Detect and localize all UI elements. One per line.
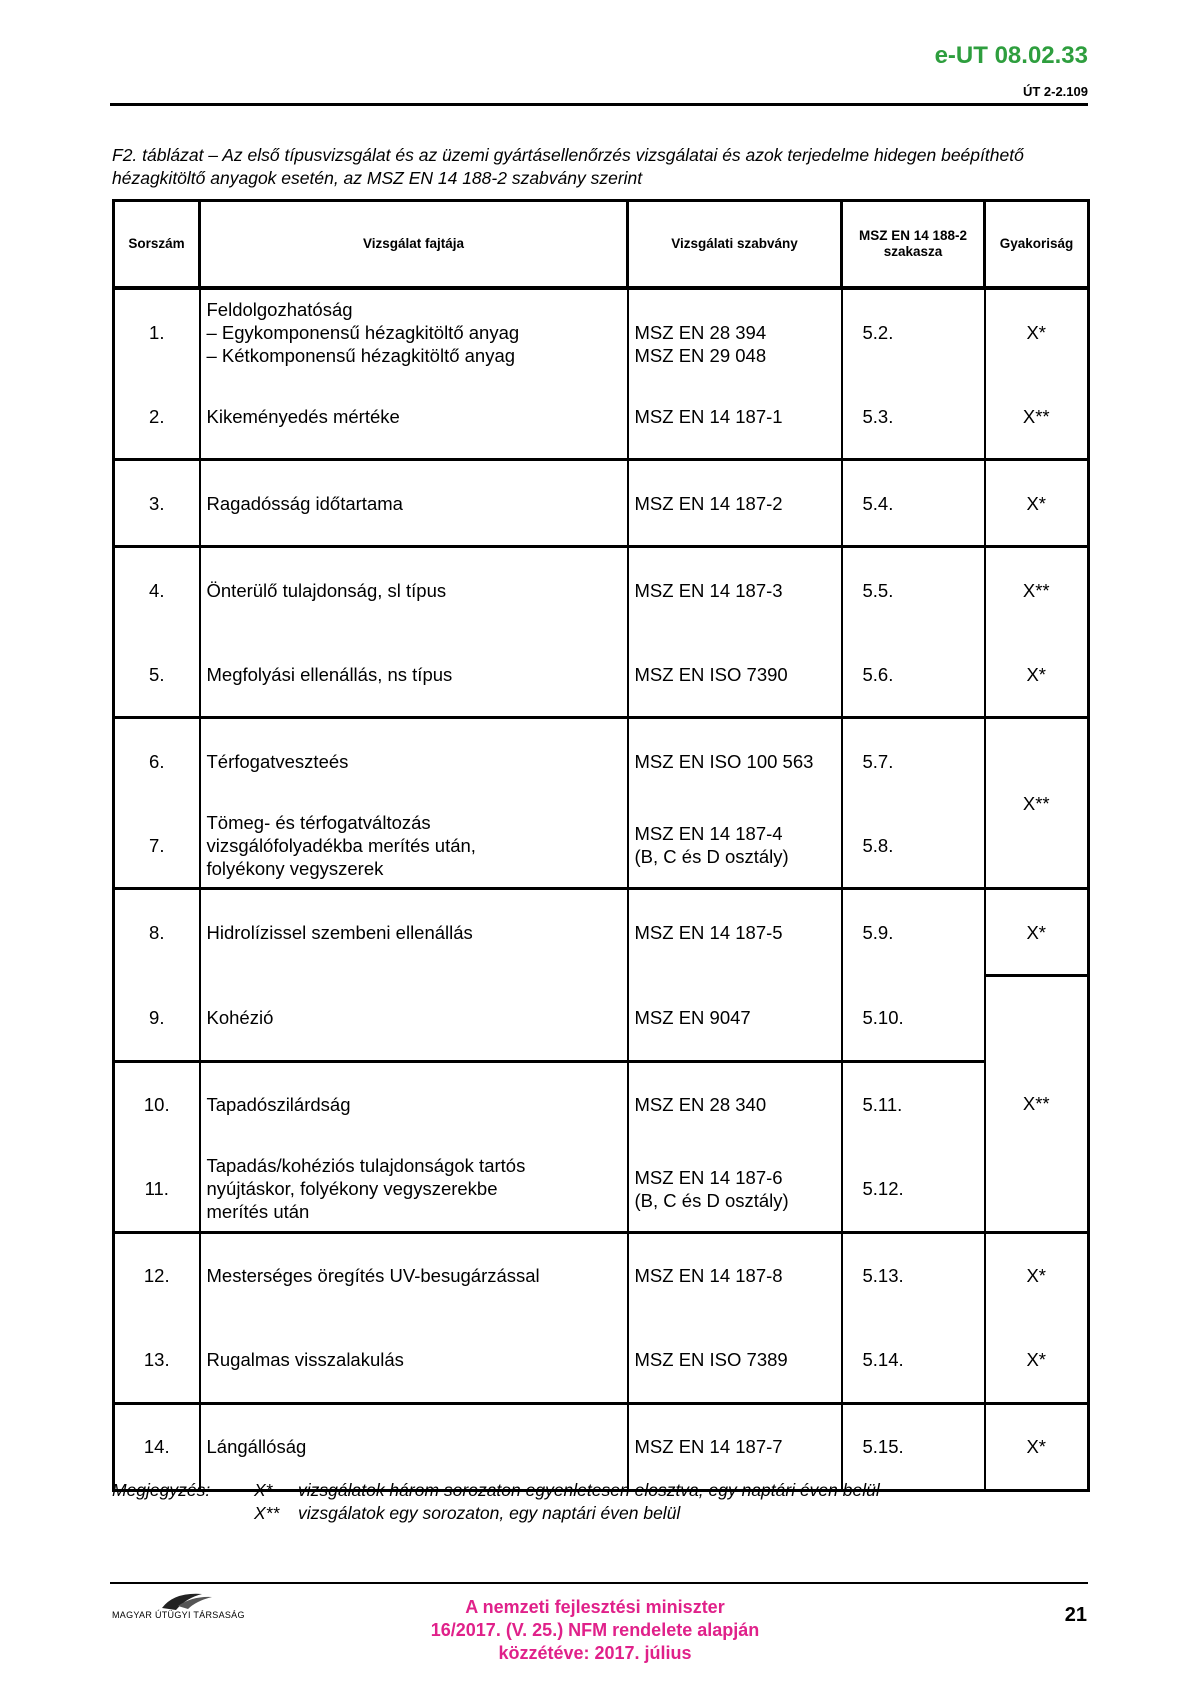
cell-test xyxy=(200,1147,628,1233)
cell-standard xyxy=(628,1147,842,1233)
cell-section: 5.4. xyxy=(842,460,985,547)
cell-test xyxy=(200,632,628,718)
cell-frequency: X** xyxy=(985,718,1089,889)
table-row xyxy=(114,632,1089,718)
cell-frequency: X** xyxy=(985,976,1089,1233)
table-row xyxy=(114,1147,1089,1233)
footer-line-1: A nemzeti fejlesztési miniszter xyxy=(465,1597,725,1617)
cell-no: 2. xyxy=(114,374,200,460)
cell-standard xyxy=(628,1403,842,1490)
cell-frequency: X* xyxy=(985,288,1089,374)
cell-test-line: nyújtáskor, folyékony vegyszerekbe xyxy=(206,1178,498,1199)
table-row xyxy=(114,547,1089,633)
cell-test-line: merítés után xyxy=(206,1201,310,1222)
header-section: MSZ EN 14 188-2 szakasza xyxy=(842,201,985,289)
cell-test-line: folyékony vegyszerek xyxy=(206,857,384,879)
cell-test-line: Tapadószilárdság xyxy=(206,1094,351,1115)
cell-standard xyxy=(628,1232,842,1318)
cell-test-line: Megfolyási ellenállás, ns típus xyxy=(206,663,453,685)
cell-standard-line: MSZ EN 14 187-7 xyxy=(634,1436,783,1457)
cell-no: 14. xyxy=(114,1403,200,1490)
cell-no: 5. xyxy=(114,632,200,718)
cell-section: 5.7. xyxy=(842,718,985,804)
cell-standard xyxy=(628,718,842,804)
cell-standard-line: MSZ EN ISO 100 563 xyxy=(634,750,814,772)
cell-section: 5.12. xyxy=(842,1147,985,1233)
cell-test-line: Ragadósság időtartama xyxy=(206,492,403,514)
page-number: 21 xyxy=(1064,1604,1087,1626)
cell-test-line: Lángállóság xyxy=(206,1436,307,1457)
cell-section: 5.14. xyxy=(842,1318,985,1404)
note-mark-2: X** xyxy=(254,1503,280,1523)
table-row xyxy=(114,976,1089,1062)
logo-text: MAGYAR ÚTÜGYI TÁRSASÁG xyxy=(112,1610,245,1620)
table-caption: F2. táblázat – Az első típusvizsgálat és az üzemi gyártásellenőrzés vizsgálatai és azok terjedelme hidegen beépíthető hézagkitöltő anyagok esetén, az MSZ EN 14 188-2 szabvány szerint xyxy=(112,145,1024,188)
cell-no: 6. xyxy=(114,718,200,804)
cell-standard-line: MSZ EN 14 187-4 xyxy=(634,823,783,844)
cell-section: 5.13. xyxy=(842,1232,985,1318)
cell-standard xyxy=(628,632,842,718)
cell-section: 5.9. xyxy=(842,889,985,976)
cell-test xyxy=(200,718,628,804)
cell-standard xyxy=(628,547,842,633)
cell-test xyxy=(200,288,628,374)
document-code: e-UT 08.02.33 xyxy=(934,42,1088,69)
cell-no: 11. xyxy=(114,1147,200,1233)
cell-section: 5.10. xyxy=(842,976,985,1062)
cell-test xyxy=(200,1061,628,1147)
cell-standard-line: MSZ EN 28 394 xyxy=(634,321,767,343)
cell-test-line: vizsgálófolyadékba merítés után, xyxy=(206,834,476,856)
cell-section: 5.11. xyxy=(842,1061,985,1147)
cell-section: 5.5. xyxy=(842,547,985,633)
note-text-2: vizsgálatok egy sorozaton, egy naptári éven belül xyxy=(298,1503,681,1523)
cell-test xyxy=(200,803,628,889)
cell-standard xyxy=(628,803,842,889)
cell-test-line: Hidrolízissel szembeni ellenállás xyxy=(206,922,473,944)
cell-frequency: X* xyxy=(985,1318,1089,1404)
cell-no: 10. xyxy=(114,1061,200,1147)
note-mark-1: X* xyxy=(254,1480,273,1500)
cell-test xyxy=(200,460,628,547)
cell-test-line: Tapadás/kohéziós tulajdonságok tartós xyxy=(206,1155,526,1176)
header-rule xyxy=(110,103,1088,106)
cell-test-line: Rugalmas visszalakulás xyxy=(206,1349,404,1370)
cell-standard-line: MSZ EN 14 187-1 xyxy=(634,405,783,427)
cell-section: 5.8. xyxy=(842,803,985,889)
cell-test xyxy=(200,1318,628,1404)
header-test: Vizsgálat fajtája xyxy=(200,201,628,289)
table-row xyxy=(114,374,1089,460)
cell-frequency: X* xyxy=(985,632,1089,718)
cell-standard xyxy=(628,889,842,976)
cell-no: 3. xyxy=(114,460,200,547)
cell-no: 4. xyxy=(114,547,200,633)
note-label: Megjegyzés: xyxy=(112,1480,211,1500)
cell-no: 12. xyxy=(114,1232,200,1318)
footer-line-2: 16/2017. (V. 25.) NFM rendelete alapján xyxy=(430,1620,760,1640)
cell-no: 13. xyxy=(114,1318,200,1404)
cell-frequency: X** xyxy=(985,547,1089,633)
note-line-2 xyxy=(112,1502,880,1525)
cell-frequency: X* xyxy=(985,1403,1089,1490)
cell-test-line: Mesterséges öregítés UV-besugárzással xyxy=(206,1265,540,1286)
cell-standard-line: MSZ EN 14 187-6 xyxy=(634,1166,783,1188)
cell-frequency: X* xyxy=(985,1232,1089,1318)
cell-standard-line: MSZ EN 14 187-2 xyxy=(634,492,783,514)
cell-test xyxy=(200,889,628,976)
table-row xyxy=(114,288,1089,374)
cell-section: 5.6. xyxy=(842,632,985,718)
header-no: Sorszám xyxy=(114,201,200,289)
cell-standard xyxy=(628,1061,842,1147)
header-standard: Vizsgálati szabvány xyxy=(628,201,842,289)
cell-standard-line: MSZ EN 29 048 xyxy=(634,344,767,366)
society-logo xyxy=(112,1588,262,1628)
cell-standard-line: MSZ EN ISO 7390 xyxy=(634,663,788,685)
table-row xyxy=(114,803,1089,889)
cell-standard-line: MSZ EN 28 340 xyxy=(634,1094,767,1115)
header-frequency: Gyakoriság xyxy=(985,201,1089,289)
cell-frequency: X** xyxy=(985,374,1089,460)
table-note xyxy=(112,1479,880,1525)
cell-section: 5.3. xyxy=(842,374,985,460)
cell-no: 7. xyxy=(114,803,200,889)
cell-test-line: – Egykomponensű hézagkitöltő anyag xyxy=(206,321,520,343)
table-row xyxy=(114,1232,1089,1318)
cell-standard-line: MSZ EN 14 187-3 xyxy=(634,579,783,601)
cell-standard xyxy=(628,288,842,374)
table-row xyxy=(114,1318,1089,1404)
note-text-1: vizsgálatok három sorozaton egyenletesen elosztva, egy naptári éven belül xyxy=(298,1480,880,1500)
cell-standard-line: MSZ EN 14 187-5 xyxy=(634,922,783,944)
cell-standard xyxy=(628,374,842,460)
cell-frequency: X* xyxy=(985,460,1089,547)
table-row xyxy=(114,889,1089,976)
table-body xyxy=(114,288,1089,1490)
tests-table xyxy=(112,199,1090,1492)
table-row xyxy=(114,1403,1089,1490)
cell-no: 9. xyxy=(114,976,200,1062)
cell-test xyxy=(200,547,628,633)
road-logo-icon xyxy=(112,1588,262,1612)
cell-section: 5.2. xyxy=(842,288,985,374)
cell-test xyxy=(200,1232,628,1318)
footer-publication xyxy=(345,1596,845,1665)
cell-standard xyxy=(628,460,842,547)
cell-standard-line: MSZ EN 9047 xyxy=(634,1007,751,1028)
cell-test-line: Kohézió xyxy=(206,1007,274,1028)
cell-test-line: Önterülő tulajdonság, sl típus xyxy=(206,579,447,601)
cell-standard-line: (B, C és D osztály) xyxy=(634,1189,789,1211)
cell-frequency: X* xyxy=(985,889,1089,976)
footer-rule xyxy=(110,1582,1088,1584)
cell-test-line: Tömeg- és térfogatváltozás xyxy=(206,811,431,833)
cell-test-line: Térfogatveszteés xyxy=(206,750,349,772)
cell-standard-line: MSZ EN ISO 7389 xyxy=(634,1349,788,1370)
cell-test xyxy=(200,1403,628,1490)
cell-standard-line xyxy=(635,298,841,321)
cell-test-line: Feldolgozhatóság xyxy=(206,298,353,320)
table-row xyxy=(114,1061,1089,1147)
document-subcode: ÚT 2-2.109 xyxy=(1022,84,1088,99)
cell-test-line: Kikeményedés mértéke xyxy=(206,405,400,427)
cell-test xyxy=(200,374,628,460)
cell-test xyxy=(200,976,628,1062)
cell-section: 5.15. xyxy=(842,1403,985,1490)
cell-standard xyxy=(628,976,842,1062)
cell-standard-line: MSZ EN 14 187-8 xyxy=(634,1265,783,1286)
footer-line-3: közzétéve: 2017. július xyxy=(498,1643,692,1663)
cell-standard xyxy=(628,1318,842,1404)
table-header-row xyxy=(114,201,1089,289)
note-line-1 xyxy=(112,1479,880,1502)
cell-test-line: – Kétkomponensű hézagkitöltő anyag xyxy=(206,344,516,366)
table-row xyxy=(114,718,1089,804)
table-row xyxy=(114,460,1089,547)
cell-no: 1. xyxy=(114,288,200,374)
cell-standard-line: (B, C és D osztály) xyxy=(634,846,789,867)
cell-no: 8. xyxy=(114,889,200,976)
